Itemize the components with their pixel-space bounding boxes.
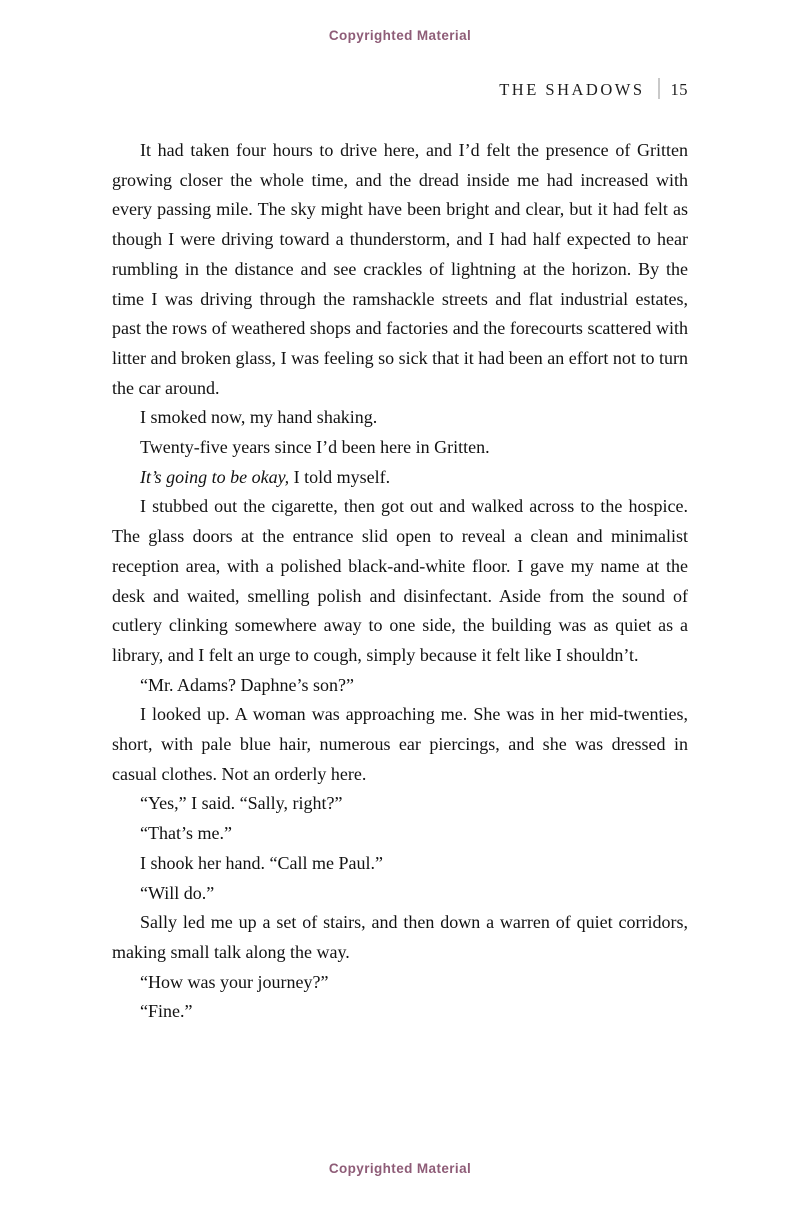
- paragraph-12: Sally led me up a set of stairs, and then down a warren of quiet corridors, making small talk along the way.: [112, 912, 688, 962]
- paragraph-9: “That’s me.”: [140, 823, 232, 844]
- paragraph-1: It had taken four hours to drive here, and I’d felt the presence of Gritten growing closer the whole time, and the dread inside me had increased with every passing mile. The sky might have been bright and clear, but it had felt as though I were driving toward a thunderstorm, and I had half expected to hear rumbling in the distance and see crackles of lightning at the horizon. By the time I was driving through the ramshackle streets and flat industrial estates, past the rows of weathered shops and factories and the forecourts scattered with litter and broken glass, I was feeling so sick that it had been an effort not to turn the car around.: [112, 140, 688, 398]
- running-head-title: THE SHADOWS: [499, 80, 645, 99]
- paragraph-2: I smoked now, my hand shaking.: [140, 407, 378, 428]
- header-divider: [658, 78, 660, 99]
- paragraph-7: I looked up. A woman was approaching me. She was in her mid-twenties, short, with pale blue hair, numerous ear piercings, and she was dressed in casual clothes. Not an orderly here.: [112, 704, 688, 784]
- paragraph-3: Twenty-five years since I’d been here in Gritten.: [140, 437, 490, 458]
- paragraph-11: “Will do.”: [140, 882, 215, 903]
- running-header: [112, 78, 688, 100]
- copyright-notice-bottom: Copyrighted Material: [328, 1161, 472, 1176]
- paragraph-10: I shook her hand. “Call me Paul.”: [140, 852, 383, 873]
- paragraph-13: “How was your journey?”: [140, 971, 329, 992]
- body-text: [112, 136, 688, 1027]
- italic-thought-text: It’s going to be okay,: [140, 466, 290, 487]
- page-number: 15: [670, 80, 688, 99]
- paragraph-5: I stubbed out the cigarette, then got out and walked across to the hospice. The glass doors at the entrance slid open to reveal a clean and minimalist reception area, with a polished black-and-white floor. I gave my name at the desk and waited, smelling polish and disinfectant. Aside from the sound of cutlery clinking somewhere away to one side, the building was as quiet as a library, and I felt an urge to cough, simply because it felt like I shouldn’t.: [112, 496, 688, 665]
- paragraph-8: “Yes,” I said. “Sally, right?”: [140, 793, 343, 814]
- paragraph-4-rest: I told myself.: [289, 466, 391, 487]
- paragraph-4: [112, 463, 688, 493]
- paragraph-6: “Mr. Adams? Daphne’s son?”: [140, 674, 354, 695]
- paragraph-14: “Fine.”: [140, 1001, 193, 1022]
- copyright-notice-top: Copyrighted Material: [328, 28, 472, 43]
